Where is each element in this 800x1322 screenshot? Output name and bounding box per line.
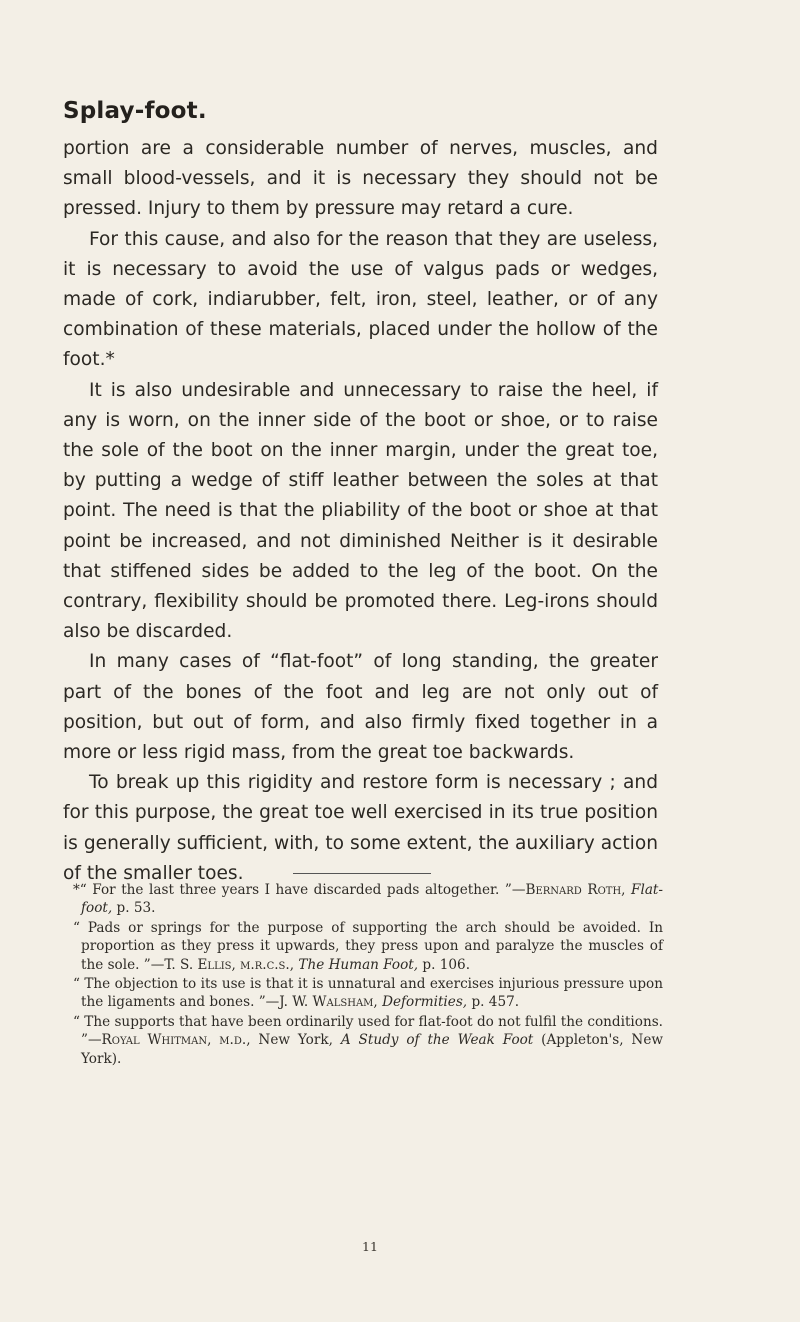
- footnote-page: (Appleton's, New York).: [81, 1032, 663, 1067]
- page-number: 11: [362, 1239, 378, 1254]
- footnote-quote: “ The objection to its use is that it is unnatural and exercises injurious pressure upon the ligaments and bones. ”—: [73, 976, 663, 1011]
- paragraph: It is also undesirable and unnecessary to raise the heel, if any is worn, on the inner side of the boot or shoe, or to raise the sole of the boot on the inner margin, under the great toe, by putting a wedge of stiff leather between the soles at that point. The need is that the pliability of the boot or shoe at that point be increased, and not diminished Neither is it desirable that stiffened sides be added to the leg of the boot. On the contrary, flexibility should be promoted there. Leg-irons should also be discarded.: [63, 379, 658, 643]
- page-heading: Splay-foot.: [63, 98, 207, 124]
- paragraph: In many cases of “flat-foot” of long standing, the greater part of the bones of the foot and leg are not only out of position, but out of form, and also firmly fixed together in a more or less rigid mass, from the great toe backwards.: [63, 651, 658, 764]
- footnote-author: T. S. Ellis, m.r.c.s.,: [164, 956, 295, 973]
- body-text: [63, 134, 658, 889]
- footnote-work: A Study of the Weak Foot: [340, 1032, 534, 1049]
- footnote-divider: [293, 873, 431, 874]
- footnotes: [63, 881, 663, 1068]
- footnote-author: J. W. Walsham,: [279, 994, 378, 1011]
- footnote-author: Bernard Roth,: [525, 882, 626, 898]
- footnote-page: p. 457.: [467, 994, 520, 1011]
- paragraph: For this cause, and also for the reason that they are useless, it is necessary to avoid the use of valgus pads or wedges, made of cork, indiarubber, felt, iron, steel, leather, or of any combination of these materials, placed under the hollow of the foot.*: [63, 228, 658, 371]
- paragraph: portion are a considerable number of nerves, muscles, and small blood-vessels, and it is necessary they should not be pressed. Injury to them by pressure may retard a cure.: [63, 138, 658, 220]
- footnote-page: p. 106.: [418, 956, 471, 973]
- footnote-work: Flat-foot,: [81, 882, 663, 917]
- footnote: [73, 1013, 663, 1068]
- footnote-quote: “ The supports that have been ordinarily used for flat-foot do not fulfil the conditions. ”—: [73, 1013, 663, 1049]
- paragraph: To break up this rigidity and restore form is necessary ; and for this purpose, the great toe well exercised in its true position is generally sufficient, with, to some extent, the auxiliary action of the smaller toes.: [63, 772, 658, 884]
- footnote-quote: *“ For the last three years I have discarded pads altogether. ”—: [73, 882, 526, 898]
- footnote-quote: “ Pads or springs for the purpose of supporting the arch should be avoided. In proportion as they press it upwards, they press upon and paralyze the muscles of the sole. ”—: [73, 919, 663, 973]
- footnote: [73, 919, 663, 974]
- footnote-work: Deformities,: [382, 994, 468, 1011]
- footnote-work: The Human Foot,: [298, 956, 419, 973]
- footnote-page: p. 53.: [112, 900, 156, 917]
- footnote: [73, 881, 663, 918]
- footnote: [73, 975, 663, 1012]
- footnote-place: New York,: [250, 1032, 341, 1049]
- footnote-author: Royal Whitman, m.d.,: [101, 1032, 251, 1049]
